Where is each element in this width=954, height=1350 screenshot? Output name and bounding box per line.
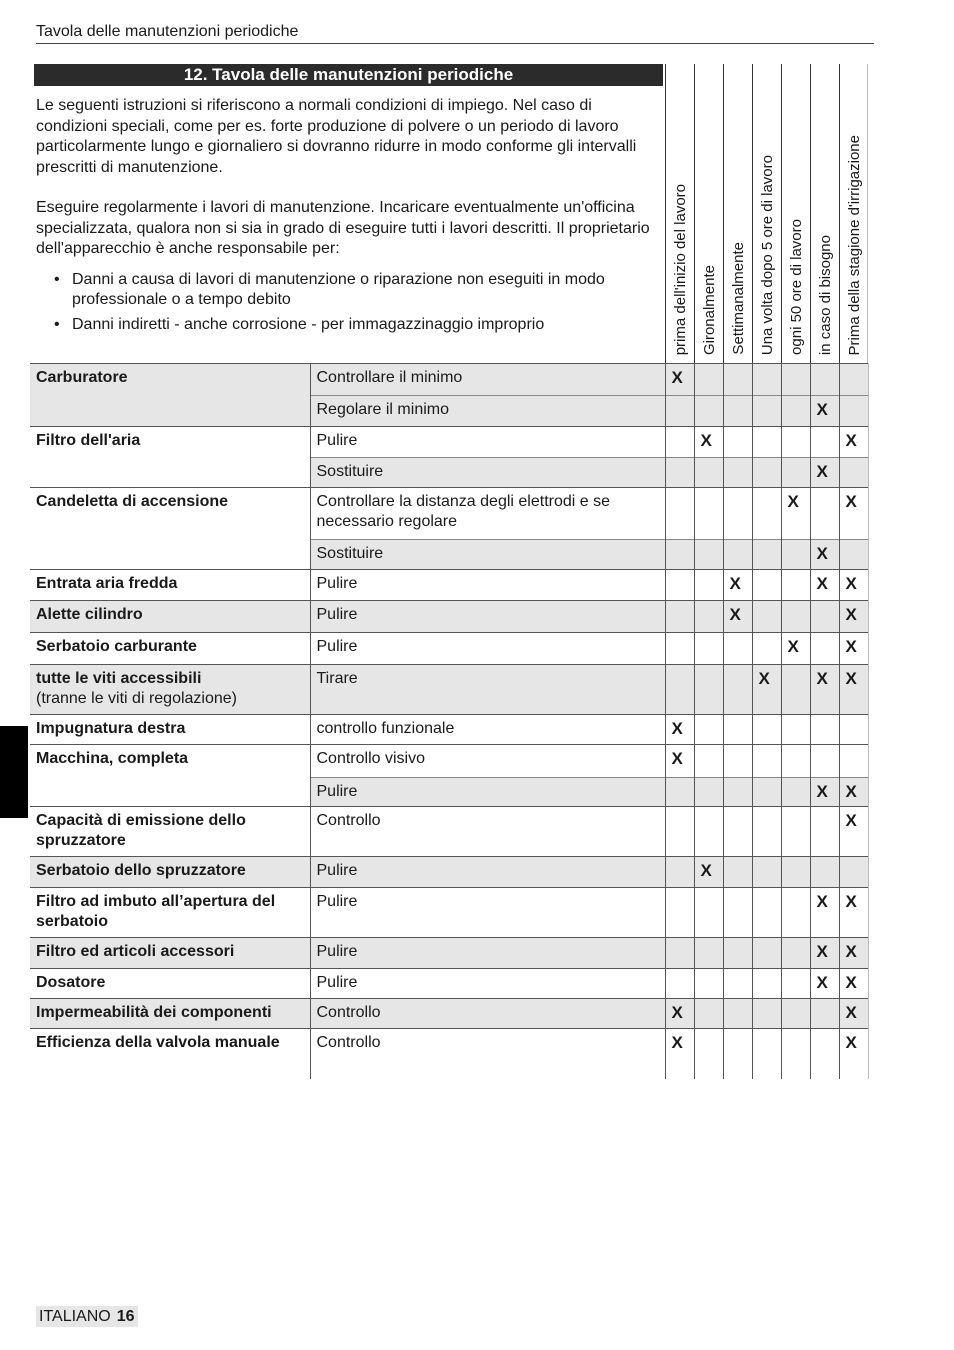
task-cell: Pulire bbox=[310, 633, 665, 665]
interval-mark-cell: X bbox=[810, 458, 839, 488]
interval-mark-cell bbox=[665, 938, 694, 969]
interval-mark-cell bbox=[723, 969, 752, 999]
interval-mark-cell bbox=[839, 745, 868, 778]
task-cell: Controllo bbox=[310, 1029, 665, 1079]
component-cell bbox=[30, 427, 310, 488]
interval-mark-cell bbox=[723, 364, 752, 396]
interval-mark-cell: X bbox=[839, 633, 868, 665]
interval-mark-cell bbox=[810, 601, 839, 633]
interval-mark-cell: X bbox=[665, 999, 694, 1029]
table-row bbox=[30, 633, 868, 665]
table-row bbox=[30, 715, 868, 745]
interval-mark-cell: X bbox=[665, 745, 694, 778]
interval-mark-cell bbox=[723, 999, 752, 1029]
interval-mark-cell bbox=[694, 807, 723, 857]
component-name: Impugnatura destra bbox=[36, 720, 186, 737]
interval-mark-cell bbox=[810, 857, 839, 888]
column-header bbox=[839, 64, 868, 363]
task-cell: Sostituire bbox=[310, 458, 665, 488]
column-header-label: Gironalmente bbox=[701, 264, 718, 355]
interval-mark-cell bbox=[781, 969, 810, 999]
interval-mark-cell bbox=[810, 364, 839, 396]
column-header-label: Prima della stagione d'irrigazione bbox=[846, 134, 863, 355]
interval-mark-cell bbox=[810, 807, 839, 857]
interval-mark-cell bbox=[694, 488, 723, 540]
interval-mark-cell: X bbox=[665, 715, 694, 745]
interval-mark-cell bbox=[752, 1029, 781, 1079]
interval-mark-cell: X bbox=[839, 570, 868, 601]
interval-mark-cell bbox=[752, 633, 781, 665]
interval-mark-cell bbox=[781, 745, 810, 778]
interval-mark-cell: X bbox=[810, 778, 839, 807]
interval-mark-cell bbox=[752, 540, 781, 570]
intro-paragraph-2: Eseguire regolarmente i lavori di manutenzione. Incaricare eventualmente un'officina specializzata, qualora non si sia in grado di eseguire tutti i lavori descritti. Il proprietario dell'apparecchio è anche responsabile per: bbox=[36, 199, 650, 257]
component-name: Serbatoio dello spruzzatore bbox=[36, 862, 246, 879]
interval-mark-cell bbox=[752, 857, 781, 888]
interval-mark-cell bbox=[810, 745, 839, 778]
intro-text bbox=[36, 96, 664, 339]
interval-mark-cell bbox=[752, 715, 781, 745]
list-item bbox=[54, 270, 664, 311]
interval-mark-cell bbox=[781, 601, 810, 633]
interval-mark-cell: X bbox=[665, 1029, 694, 1079]
bullet-icon: • bbox=[54, 315, 60, 333]
interval-mark-cell: X bbox=[723, 570, 752, 601]
interval-mark-cell: X bbox=[810, 938, 839, 969]
interval-mark-cell bbox=[752, 364, 781, 396]
interval-mark-cell: X bbox=[781, 633, 810, 665]
component-cell bbox=[30, 938, 310, 969]
interval-mark-cell: X bbox=[665, 364, 694, 396]
interval-mark-cell bbox=[723, 857, 752, 888]
interval-mark-cell: X bbox=[781, 488, 810, 540]
task-cell: Pulire bbox=[310, 857, 665, 888]
task-cell: Pulire bbox=[310, 888, 665, 938]
interval-mark-cell bbox=[839, 458, 868, 488]
column-header-label: in caso di bisogno bbox=[817, 234, 834, 355]
table-row bbox=[30, 999, 868, 1029]
interval-mark-cell: X bbox=[810, 570, 839, 601]
component-name: tutte le viti accessibili bbox=[36, 670, 202, 687]
interval-mark-cell bbox=[694, 715, 723, 745]
table-row bbox=[30, 665, 868, 715]
table-row bbox=[30, 888, 868, 938]
table-row bbox=[30, 488, 868, 540]
interval-mark-cell bbox=[665, 807, 694, 857]
component-cell bbox=[30, 715, 310, 745]
interval-mark-cell bbox=[723, 540, 752, 570]
interval-mark-cell bbox=[781, 715, 810, 745]
interval-mark-cell bbox=[752, 427, 781, 458]
interval-mark-cell bbox=[781, 888, 810, 938]
interval-mark-cell: X bbox=[694, 427, 723, 458]
interval-mark-cell bbox=[665, 458, 694, 488]
table-row bbox=[30, 1029, 868, 1079]
component-name: Efficienza della valvola manuale bbox=[36, 1034, 280, 1051]
component-note: (tranne le viti di regolazione) bbox=[36, 690, 237, 707]
interval-mark-cell bbox=[694, 665, 723, 715]
interval-mark-cell bbox=[665, 665, 694, 715]
interval-mark-cell: X bbox=[810, 665, 839, 715]
component-cell bbox=[30, 745, 310, 807]
interval-mark-cell bbox=[752, 888, 781, 938]
responsibility-list bbox=[36, 270, 664, 336]
component-name: Capacità di emissione dello spruzzatore bbox=[36, 812, 246, 849]
interval-mark-cell bbox=[752, 458, 781, 488]
interval-mark-cell bbox=[781, 1029, 810, 1079]
column-header bbox=[752, 64, 781, 363]
task-cell: Pulire bbox=[310, 570, 665, 601]
task-cell: Regolare il minimo bbox=[310, 396, 665, 427]
interval-mark-cell bbox=[781, 458, 810, 488]
component-name: Impermeabilità dei componenti bbox=[36, 1004, 272, 1021]
bullet-icon: • bbox=[54, 270, 60, 288]
task-cell: Controllo bbox=[310, 807, 665, 857]
column-header-label: Settimanalmente bbox=[730, 242, 747, 355]
interval-mark-cell: X bbox=[839, 999, 868, 1029]
task-cell: Controllo bbox=[310, 999, 665, 1029]
interval-mark-cell bbox=[752, 570, 781, 601]
task-cell: Pulire bbox=[310, 938, 665, 969]
task-cell: Controllare il minimo bbox=[310, 364, 665, 396]
interval-mark-cell bbox=[752, 807, 781, 857]
column-header bbox=[723, 64, 752, 363]
interval-mark-cell bbox=[781, 540, 810, 570]
interval-mark-cell bbox=[723, 633, 752, 665]
list-item bbox=[54, 315, 664, 336]
interval-mark-cell bbox=[665, 601, 694, 633]
list-item-text: Danni a causa di lavori di manutenzione o riparazione non eseguiti in modo professionale o a tempo debito bbox=[72, 270, 605, 308]
interval-mark-cell bbox=[781, 807, 810, 857]
interval-mark-cell bbox=[723, 778, 752, 807]
interval-mark-cell bbox=[694, 396, 723, 427]
list-item-text: Danni indiretti - anche corrosione - per immagazzinaggio improprio bbox=[72, 315, 545, 333]
interval-mark-cell bbox=[810, 715, 839, 745]
interval-mark-cell bbox=[694, 778, 723, 807]
task-cell: Controllo visivo bbox=[310, 745, 665, 778]
interval-mark-cell bbox=[752, 999, 781, 1029]
interval-mark-cell bbox=[665, 570, 694, 601]
interval-mark-cell bbox=[723, 458, 752, 488]
interval-mark-cell bbox=[694, 633, 723, 665]
interval-mark-cell: X bbox=[839, 427, 868, 458]
interval-mark-cell: X bbox=[810, 396, 839, 427]
column-header-label: ogni 50 ore di lavoro bbox=[788, 219, 805, 355]
table-row bbox=[30, 745, 868, 778]
interval-mark-cell bbox=[723, 665, 752, 715]
component-name: Filtro ed articoli accessori bbox=[36, 943, 235, 960]
interval-mark-cell bbox=[752, 778, 781, 807]
interval-mark-cell bbox=[665, 633, 694, 665]
component-cell bbox=[30, 601, 310, 633]
interval-mark-cell bbox=[752, 488, 781, 540]
component-name: Macchina, completa bbox=[36, 750, 189, 767]
interval-mark-cell bbox=[694, 364, 723, 396]
page-number: 16 bbox=[116, 1308, 135, 1325]
interval-mark-cell bbox=[694, 570, 723, 601]
interval-mark-cell: X bbox=[723, 601, 752, 633]
interval-mark-cell: X bbox=[694, 857, 723, 888]
interval-mark-cell bbox=[723, 427, 752, 458]
interval-mark-cell bbox=[752, 745, 781, 778]
task-cell: Controllare la distanza degli elettrodi e se necessario regolare bbox=[310, 488, 665, 540]
task-cell: Pulire bbox=[310, 601, 665, 633]
interval-mark-cell bbox=[665, 427, 694, 458]
interval-mark-cell bbox=[839, 540, 868, 570]
interval-mark-cell bbox=[810, 633, 839, 665]
interval-mark-cell bbox=[723, 715, 752, 745]
component-name: Serbatoio carburante bbox=[36, 638, 197, 655]
page-footer bbox=[36, 1306, 138, 1327]
interval-mark-cell: X bbox=[839, 601, 868, 633]
interval-mark-cell bbox=[723, 807, 752, 857]
interval-mark-cell bbox=[839, 396, 868, 427]
interval-mark-cell: X bbox=[839, 807, 868, 857]
interval-mark-cell bbox=[723, 488, 752, 540]
interval-mark-cell bbox=[694, 601, 723, 633]
task-cell: Sostituire bbox=[310, 540, 665, 570]
table-row bbox=[30, 427, 868, 458]
interval-mark-cell: X bbox=[839, 1029, 868, 1079]
interval-mark-cell bbox=[752, 396, 781, 427]
table-row bbox=[30, 938, 868, 969]
interval-mark-cell bbox=[810, 999, 839, 1029]
interval-mark-cell bbox=[781, 570, 810, 601]
interval-mark-cell bbox=[694, 745, 723, 778]
interval-mark-cell bbox=[781, 999, 810, 1029]
component-name: Filtro dell'aria bbox=[36, 432, 141, 449]
component-cell bbox=[30, 633, 310, 665]
interval-mark-cell: X bbox=[839, 969, 868, 999]
component-cell bbox=[30, 857, 310, 888]
interval-mark-cell bbox=[810, 1029, 839, 1079]
component-name: Carburatore bbox=[36, 369, 128, 386]
table-row bbox=[30, 969, 868, 999]
column-header bbox=[810, 64, 839, 363]
component-cell bbox=[30, 488, 310, 570]
component-cell bbox=[30, 364, 310, 427]
component-cell bbox=[30, 969, 310, 999]
interval-mark-cell bbox=[723, 396, 752, 427]
interval-mark-cell: X bbox=[810, 969, 839, 999]
interval-mark-cell bbox=[694, 458, 723, 488]
interval-mark-cell bbox=[665, 888, 694, 938]
interval-mark-cell: X bbox=[839, 938, 868, 969]
component-name: Dosatore bbox=[36, 974, 106, 991]
interval-mark-cell bbox=[752, 938, 781, 969]
interval-mark-cell: X bbox=[839, 778, 868, 807]
component-name: Entrata aria fredda bbox=[36, 575, 178, 592]
interval-mark-cell bbox=[781, 778, 810, 807]
task-cell: controllo funzionale bbox=[310, 715, 665, 745]
table-row bbox=[30, 601, 868, 633]
table-row bbox=[30, 807, 868, 857]
interval-mark-cell bbox=[665, 396, 694, 427]
interval-mark-cell bbox=[752, 969, 781, 999]
task-cell: Pulire bbox=[310, 427, 665, 458]
column-header bbox=[665, 64, 694, 363]
interval-mark-cell bbox=[723, 938, 752, 969]
task-cell: Pulire bbox=[310, 969, 665, 999]
interval-mark-cell bbox=[781, 364, 810, 396]
interval-mark-cell bbox=[781, 938, 810, 969]
section-title: 12. Tavola delle manutenzioni periodiche bbox=[34, 64, 663, 86]
component-name: Alette cilindro bbox=[36, 606, 143, 623]
interval-mark-cell bbox=[752, 601, 781, 633]
interval-mark-cell bbox=[781, 427, 810, 458]
component-cell bbox=[30, 665, 310, 715]
interval-mark-cell bbox=[781, 396, 810, 427]
table-row bbox=[30, 364, 868, 396]
interval-mark-cell bbox=[839, 715, 868, 745]
interval-mark-cell bbox=[810, 427, 839, 458]
interval-mark-cell: X bbox=[810, 540, 839, 570]
interval-mark-cell bbox=[694, 999, 723, 1029]
interval-mark-cell: X bbox=[839, 665, 868, 715]
table-row bbox=[30, 857, 868, 888]
interval-mark-cell bbox=[694, 888, 723, 938]
task-cell: Tirare bbox=[310, 665, 665, 715]
interval-mark-cell bbox=[723, 745, 752, 778]
component-cell bbox=[30, 999, 310, 1029]
interval-mark-cell: X bbox=[839, 488, 868, 540]
task-cell: Pulire bbox=[310, 778, 665, 807]
interval-mark-cell bbox=[839, 364, 868, 396]
column-header bbox=[694, 64, 723, 363]
interval-mark-cell bbox=[665, 857, 694, 888]
component-cell bbox=[30, 807, 310, 857]
maintenance-table bbox=[30, 363, 869, 1079]
intro-paragraph-1: Le seguenti istruzioni si riferiscono a normali condizioni di impiego. Nel caso di condizioni speciali, come per es. forte produzione di polvere o un periodo di lavoro particolarmente lungo e giornaliero si dovranno ridurre in modo conforme gli intervalli prescritti di manutenzione. bbox=[36, 97, 637, 176]
interval-mark-cell bbox=[694, 1029, 723, 1079]
component-name: Filtro ad imbuto all’apertura del serbatoio bbox=[36, 893, 276, 930]
interval-column-headers bbox=[665, 64, 873, 363]
component-cell bbox=[30, 888, 310, 938]
interval-mark-cell bbox=[723, 888, 752, 938]
interval-mark-cell: X bbox=[752, 665, 781, 715]
interval-mark-cell bbox=[781, 857, 810, 888]
interval-mark-cell bbox=[694, 540, 723, 570]
column-header-label: Una volta dopo 5 ore di lavoro bbox=[759, 154, 776, 355]
interval-mark-cell bbox=[839, 857, 868, 888]
component-cell bbox=[30, 1029, 310, 1079]
interval-mark-cell bbox=[723, 1029, 752, 1079]
interval-mark-cell bbox=[665, 488, 694, 540]
language-side-tab bbox=[0, 726, 28, 818]
interval-mark-cell: X bbox=[839, 888, 868, 938]
interval-mark-cell bbox=[810, 488, 839, 540]
interval-mark-cell: X bbox=[810, 888, 839, 938]
interval-mark-cell bbox=[665, 969, 694, 999]
table-row bbox=[30, 570, 868, 601]
interval-mark-cell bbox=[694, 969, 723, 999]
footer-language: ITALIANO bbox=[39, 1308, 111, 1325]
interval-mark-cell bbox=[781, 665, 810, 715]
component-cell bbox=[30, 570, 310, 601]
running-header: Tavola delle manutenzioni periodiche bbox=[36, 22, 874, 44]
interval-mark-cell bbox=[665, 540, 694, 570]
component-name: Candeletta di accensione bbox=[36, 493, 229, 510]
interval-mark-cell bbox=[694, 938, 723, 969]
column-header bbox=[781, 64, 810, 363]
column-header-label: prima dell'inizio del lavoro bbox=[672, 183, 689, 355]
interval-mark-cell bbox=[665, 778, 694, 807]
